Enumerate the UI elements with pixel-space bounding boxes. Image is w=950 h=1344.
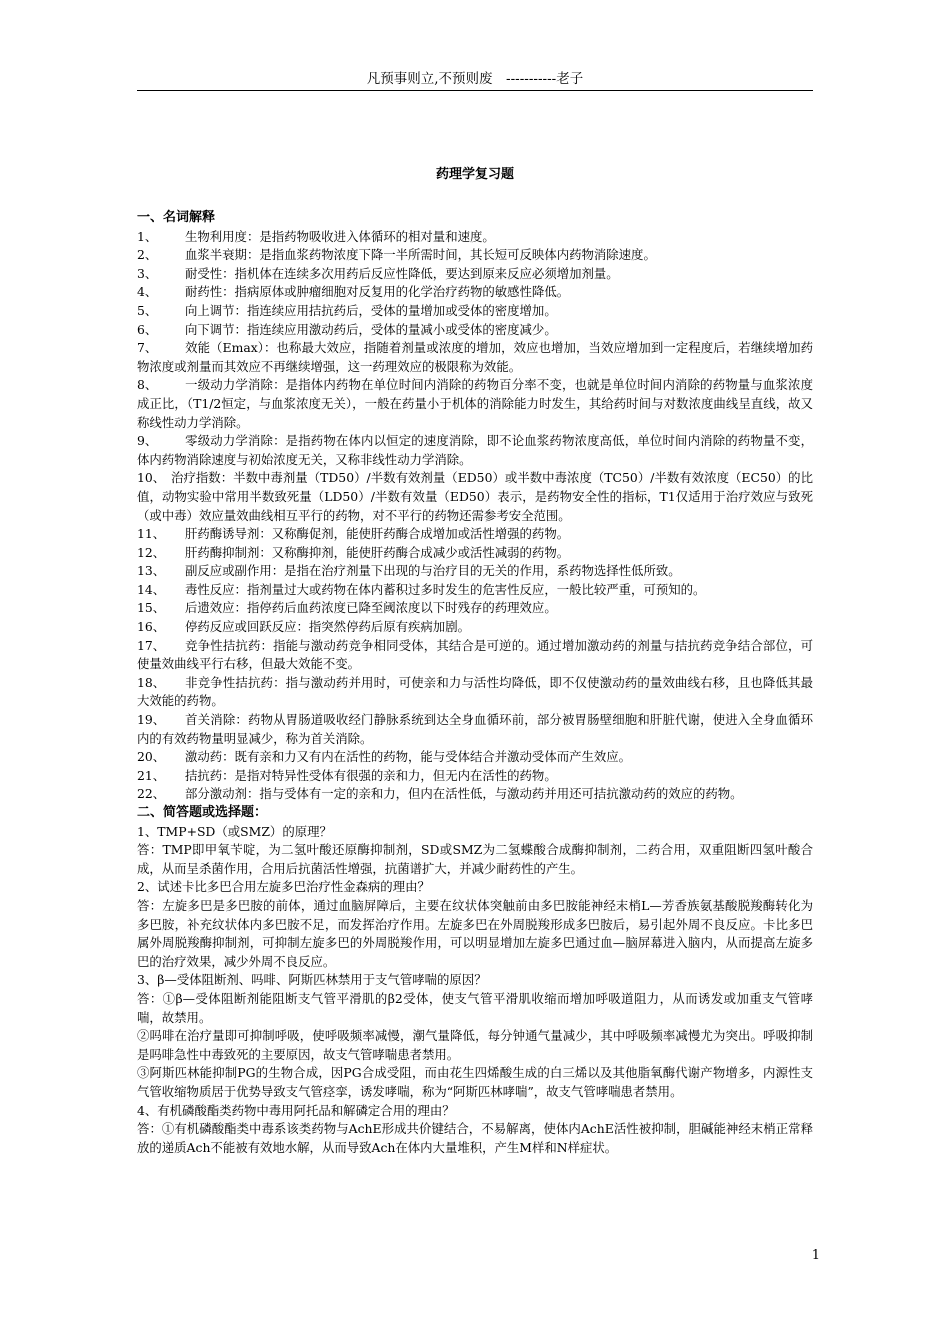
answer-paragraph: 答：①有机磷酸酯类中毒系该类药物与AchE形成共价键结合，不易解离，使体内AchE活性被抑制，胆碱能神经末梢正常释放的递质Ach不能被有效地水解，从而导致Ach在体内大量堆积，产生M样和N样症状。 (137, 1121, 813, 1155)
item-text: 激动药：既有亲和力又有内在活性的药物，能与受体结合并激动受体而产生效应。 (185, 749, 632, 765)
definition-item (137, 674, 813, 711)
item-number: 16、 (137, 619, 166, 635)
item-text: 向下调节：指连续应用激动药后，受体的量减小或受体的密度减少。 (185, 321, 557, 337)
definition-item (137, 228, 813, 247)
item-number: 2、 (137, 247, 158, 263)
item-number: 20、 (137, 749, 166, 765)
question: 3、β—受体阻断剂、吗啡、阿斯匹林禁用于支气管哮喘的原因？ (137, 972, 487, 988)
item-text: 拮抗药：是指对特异性受体有很强的亲和力，但无内在活性的药物。 (185, 767, 557, 783)
definition-item (137, 581, 813, 600)
item-number: 11、 (137, 526, 166, 542)
item-text: 副反应或副作用：是指在治疗剂量下出现的与治疗目的无关的作用，系药物选择性低所致。 (185, 563, 681, 579)
item-text: 耐受性：指机体在连续多次用药后反应性降低，要达到原来反应必须增加剂量。 (185, 265, 619, 281)
item-number: 17、 (137, 637, 166, 653)
item-number: 21、 (137, 767, 166, 783)
item-text: 血浆半衰期：是指血浆药物浓度下降一半所需时间，其长短可反映体内药物消除速度。 (185, 247, 656, 263)
item-number: 19、 (137, 712, 166, 728)
document-title: 药理学复习题 (435, 167, 514, 182)
definition-item (137, 711, 813, 748)
definition-item (137, 302, 813, 321)
item-number: 9、 (137, 433, 158, 449)
item-number: 4、 (137, 284, 158, 300)
item-number: 15、 (137, 600, 166, 616)
item-text: 首关消除：药物从胃肠道吸收经门静脉系统到达全身血循环前，部分被胃肠壁细胞和肝脏代谢，使进入全身血循环内的有效药物量明显减少，称为首关消除。 (137, 712, 813, 746)
item-text: 生物利用度：是指药物吸收进入体循环的相对量和速度。 (185, 228, 495, 244)
item-text: 一级动力学消除：是指体内药物在单位时间内消除的药物百分率不变，也就是单位时间内消除的药物量与血浆浓度成正比，（T1/2恒定，与血浆浓度无关），一般在药量小于机体的消除能力时发生，其给药时间与对数浓度曲线呈直线，故又称线性动力学消除。 (137, 377, 813, 430)
answer-paragraph: 答：TMP即甲氧苄啶，为二氢叶酸还原酶抑制剂，SD或SMZ为二氢蝶酸合成酶抑制剂，二药合用，双重阻断四氢叶酸合成，从而呈杀菌作用，合用后抗菌活性增强，抗菌谱扩大，并减少耐药性的产生。 (137, 842, 813, 876)
item-number: 3、 (137, 265, 158, 281)
definition-item (137, 265, 813, 284)
item-number: 13、 (137, 563, 166, 579)
definition-item (137, 599, 813, 618)
question: 4、有机磷酸酯类药物中毒用阿托品和解磷定合用的理由？ (137, 1102, 455, 1118)
item-text: 部分激动剂：指与受体有一定的亲和力，但内在活性低，与激动药并用还可拮抗激动药的效应的药物。 (185, 786, 743, 802)
definition-item (137, 618, 813, 637)
definition-item (137, 469, 813, 525)
item-number: 10、 (137, 470, 166, 486)
definition-item (137, 432, 813, 469)
page-header: 凡预事则立,不预则废 -----------老子 (366, 71, 584, 87)
definition-item (137, 785, 813, 804)
definition-item (137, 562, 813, 581)
header-rule (137, 90, 813, 91)
item-number: 8、 (137, 377, 158, 393)
item-text: 治疗指数：半数中毒剂量（TD50）/半数有效剂量（ED50）或半数中毒浓度（TC50）/半数有效浓度（EC50）的比值，动物实验中常用半数致死量（LD50）/半数有效量（ED50）表示，是药物安全性的指标，T1仅适用于治疗效应与致死（或中毒）效应量效曲线相互平行的药物，对不平行的药物还需参考安全范围。 (137, 470, 813, 523)
item-text: 停药反应或回跃反应：指突然停药后原有疾病加剧。 (185, 619, 470, 635)
question: 1、TMP+SD（或SMZ）的原理？ (137, 823, 332, 839)
definition-item (137, 767, 813, 786)
definition-item (137, 339, 813, 376)
answer-paragraph: ②吗啡在治疗量即可抑制呼吸，使呼吸频率减慢，潮气量降低，每分钟通气量减少，其中呼吸频率减慢尤为突出。呼吸抑制是吗啡急性中毒致死的主要原因，故支气管哮喘患者禁用。 (137, 1028, 813, 1062)
item-number: 14、 (137, 581, 166, 597)
item-text: 非竞争性拮抗药：指与激动药并用时，可使亲和力与活性均降低，即不仅使激动药的量效曲线右移，且也降低其最大效能的药物。 (137, 674, 813, 709)
definition-item (137, 246, 813, 265)
definition-item (137, 748, 813, 767)
item-text: 零级动力学消除：是指药物在体内以恒定的速度消除，即不论血浆药物浓度高低，单位时间内消除的药物量不变，体内药物消除速度与初始浓度无关，又称非线性动力学消除。 (137, 433, 813, 467)
answer-paragraph: 答：左旋多巴是多巴胺的前体，通过血脑屏障后，主要在纹状体突触前由多巴胺能神经末梢L—芳香族氨基酸脱羧酶转化为多巴胺，补充纹状体内多巴胺不足，而发挥治疗作用。左旋多巴在外周脱羧形成多巴胺后，易引起外周不良反应。卡比多巴属外周脱羧酶抑制剂，可抑制左旋多巴的外周脱羧作用，可以明显增加左旋多巴通过血—脑屏幕进入脑内，从而提高左旋多巴的治疗效果，减少外周不良反应。 (137, 897, 813, 969)
item-text: 向上调节：指连续应用拮抗药后，受体的量增加或受体的密度增加。 (185, 302, 557, 318)
item-number: 12、 (137, 544, 166, 560)
page-number: 1 (811, 1248, 820, 1263)
item-text: 后遗效应：指停药后血药浓度已降至阈浓度以下时残存的药理效应。 (185, 600, 557, 616)
definition-item (137, 525, 813, 544)
item-text: 效能（Emax）：也称最大效应，指随着剂量或浓度的增加，效应也增加，当效应增加到一定程度后，若继续增加药物浓度或剂量而其效应不再继续增强，这一药理效应的极限称为效能。 (137, 340, 813, 374)
section-heading-questions: 二、简答题或选择题： (137, 805, 268, 820)
item-text: 竞争性拮抗药：指能与激动药竞争相同受体，其结合是可逆的。通过增加激动药的剂量与拮抗药竞争结合部位，可使量效曲线平行右移，但最大效能不变。 (137, 637, 813, 672)
definition-item (137, 376, 813, 432)
definition-item (137, 321, 813, 340)
item-text: 毒性反应：指剂量过大或药物在体内蓄积过多时发生的危害性反应，一般比较严重，可预知的。 (185, 581, 706, 597)
answer-paragraph: ③阿斯匹林能抑制PG的生物合成，因PG合成受阻，而由花生四烯酸生成的白三烯以及其他脂氧酶代谢产物增多，内源性支气管收缩物质居于优势导致支气管痉挛，诱发哮喘，称为“阿斯匹林哮喘”，故支气管哮喘患者禁用。 (137, 1065, 813, 1099)
item-text: 耐药性：指病原体或肿瘤细胞对反复用的化学治疗药物的敏感性降低。 (185, 284, 570, 300)
answer-paragraph: 答：①β—受体阻断剂能阻断支气管平滑肌的β2受体，使支气管平滑肌收缩而增加呼吸道阻力，从而诱发或加重支气管哮喘，故禁用。 (137, 990, 813, 1025)
item-text: 肝药酶诱导剂：又称酶促剂，能使肝药酶合成增加或活性增强的药物。 (185, 526, 570, 542)
item-number: 1、 (137, 228, 158, 244)
item-number: 7、 (137, 340, 158, 356)
item-number: 22、 (137, 786, 166, 802)
question: 2、试述卡比多巴合用左旋多巴治疗性金森病的理由？ (137, 879, 430, 895)
document-body (137, 209, 813, 1157)
item-number: 6、 (137, 321, 158, 337)
section-heading-definitions: 一、名词解释 (137, 210, 216, 225)
item-number: 5、 (137, 302, 158, 318)
definition-item (137, 637, 813, 674)
item-text: 肝药酶抑制剂：又称酶抑剂，能使肝药酶合成减少或活性减弱的药物。 (185, 544, 570, 560)
definition-item (137, 544, 813, 563)
item-number: 18、 (137, 674, 166, 690)
definition-item (137, 283, 813, 302)
